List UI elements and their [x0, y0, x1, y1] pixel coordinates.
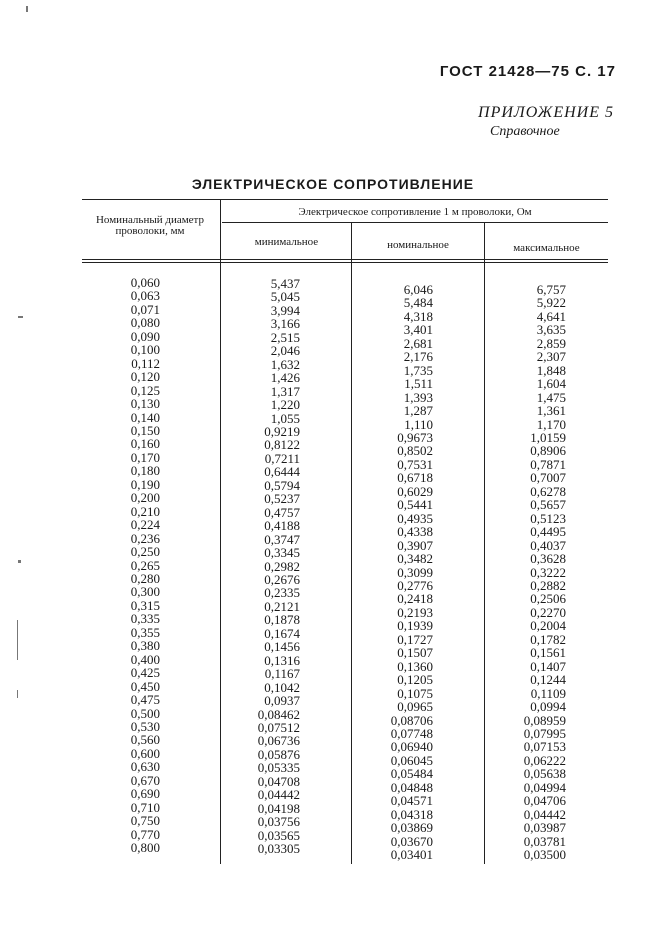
table-cell: 0,2193	[397, 604, 433, 620]
table-cell: 2,046	[270, 343, 300, 359]
table-cell: 0,1674	[264, 625, 300, 641]
table-cell: 0,071	[130, 301, 160, 317]
table-cell: 0,4495	[530, 524, 566, 540]
table-cell: 0,112	[131, 355, 160, 371]
table-cell: 6,757	[536, 282, 566, 297]
table-cell: 0,05876	[257, 746, 300, 762]
table-cell: 0,7007	[530, 470, 566, 486]
table-cell: 0,120	[130, 369, 160, 385]
table-cell: 0,2004	[530, 618, 566, 634]
scan-mark	[26, 6, 28, 12]
table-cell: 5,484	[403, 295, 433, 311]
table-cell: 0,9673	[397, 429, 433, 445]
table-cell: 0,7211	[264, 450, 300, 466]
table-cell: 0,6029	[397, 483, 433, 499]
table-cell: 0,03756	[257, 814, 300, 830]
table-cell: 0,06736	[257, 733, 300, 749]
table-cell: 1,511	[404, 376, 433, 392]
table-cell: 0,4935	[397, 510, 433, 526]
table-cell: 4,318	[403, 308, 433, 324]
column-minimal	[250, 277, 300, 855]
table-cell: 2,859	[536, 335, 566, 351]
table-cell: 0,1456	[264, 639, 300, 655]
table-cell: 0,1782	[530, 631, 566, 647]
table-cell: 0,1205	[397, 672, 433, 688]
table-cell: 0,560	[130, 732, 160, 748]
table-cell: 5,045	[270, 289, 300, 305]
table-cell: 0,8122	[264, 437, 300, 453]
table-cell: 0,3907	[397, 537, 433, 553]
table-cell: 0,475	[130, 692, 160, 708]
table-cell: 0,04994	[523, 779, 566, 795]
table-cell: 0,3345	[264, 545, 300, 561]
table-cell: 0,4188	[264, 518, 300, 534]
table-cell: 0,630	[130, 759, 160, 775]
table-cell: 0,06222	[523, 752, 566, 768]
table-cell: 0,07748	[390, 725, 433, 741]
table-cell: 0,03670	[390, 833, 433, 849]
table-cell: 0,6444	[264, 464, 300, 480]
table-cell: 0,2335	[264, 585, 300, 601]
table-cell: 0,6278	[530, 483, 566, 499]
table-cell: 0,0994	[530, 699, 566, 715]
column-divider	[351, 222, 352, 864]
column-maximal	[516, 283, 566, 861]
table-cell: 3,994	[270, 302, 300, 318]
table-cell: 1,426	[270, 370, 300, 386]
table-cell: 0,03565	[257, 827, 300, 843]
table-cell: 0,1316	[264, 652, 300, 668]
table-cell: 0,03401	[390, 847, 433, 863]
table-cell: 0,1727	[397, 631, 433, 647]
header-nominal: номинальное	[387, 239, 449, 251]
table-cell: 0,2776	[397, 577, 433, 593]
table-cell: 5,437	[270, 276, 300, 291]
table-cell: 6,046	[403, 282, 433, 297]
scan-mark	[17, 620, 18, 660]
header-diameter: Номинальный диаметр проволоки, мм	[95, 214, 205, 237]
table-cell: 0,03987	[523, 820, 566, 836]
table-cell: 0,04571	[390, 793, 433, 809]
table-cell: 0,140	[130, 409, 160, 425]
table-cell: 0,180	[130, 463, 160, 479]
table-cell: 2,681	[403, 335, 433, 351]
table-cell: 0,08706	[390, 712, 433, 728]
table-cell: 0,1407	[530, 658, 566, 674]
table-cell: 0,190	[130, 476, 160, 492]
table-cell: 0,04442	[257, 787, 300, 803]
table-top-rule	[82, 199, 608, 200]
table-cell: 0,04442	[523, 806, 566, 822]
table-cell: 0,2121	[264, 598, 300, 614]
table-cell: 0,060	[130, 275, 160, 290]
column-nominal	[383, 283, 433, 861]
table-cell: 4,641	[536, 308, 566, 324]
column-divider	[484, 222, 485, 864]
table-cell: 0,710	[130, 799, 160, 815]
table-cell: 0,07153	[523, 739, 566, 755]
table-cell: 3,635	[536, 322, 566, 338]
header-resistance-group: Электрическое сопротивление 1 м проволоки, Ом	[298, 206, 532, 218]
table-cell: 0,125	[130, 382, 160, 398]
table-cell: 0,5123	[530, 510, 566, 526]
table-cell: 0,1109	[530, 685, 566, 701]
table-cell: 0,07512	[257, 719, 300, 735]
table-cell: 1,0159	[530, 429, 566, 445]
table-cell: 0,210	[130, 503, 160, 519]
table-cell: 0,1939	[397, 618, 433, 634]
table-cell: 2,515	[270, 329, 300, 345]
table-cell: 0,03305	[257, 841, 300, 857]
table-cell: 0,2506	[530, 591, 566, 607]
table-cell: 0,690	[130, 786, 160, 802]
table-cell: 0,9219	[264, 423, 300, 439]
table-cell: 1,848	[536, 362, 566, 378]
table-cell: 0,250	[130, 544, 160, 560]
scan-mark	[18, 316, 23, 318]
table-cell: 0,130	[130, 396, 160, 412]
table-cell: 0,04198	[257, 800, 300, 816]
table-cell: 0,1507	[397, 645, 433, 661]
table-cell: 0,6718	[397, 470, 433, 486]
table-cell: 0,200	[130, 490, 160, 506]
table-cell: 0,300	[130, 584, 160, 600]
table-cell: 0,03869	[390, 820, 433, 836]
table-cell: 2,176	[403, 349, 433, 365]
table-cell: 0,1561	[530, 645, 566, 661]
table-cell: 0,770	[130, 826, 160, 842]
table-cell: 0,2676	[264, 571, 300, 587]
table-cell: 3,401	[403, 322, 433, 338]
table-cell: 0,04708	[257, 773, 300, 789]
table-cell: 5,922	[536, 295, 566, 311]
table-cell: 0,335	[130, 611, 160, 627]
header-minimal: минимальное	[254, 236, 319, 248]
table-cell: 0,500	[130, 705, 160, 721]
table-cell: 0,1075	[397, 685, 433, 701]
table-cell: 1,361	[536, 403, 566, 419]
table-cell: 0,150	[130, 422, 160, 438]
table-cell: 0,224	[130, 517, 160, 533]
table-cell: 0,0965	[397, 699, 433, 715]
table-cell: 0,2270	[530, 604, 566, 620]
table-cell: 0,4757	[264, 504, 300, 520]
column-divider	[220, 199, 221, 864]
header-maximal: максимальное	[513, 242, 580, 254]
table-header-rule-double	[82, 262, 608, 263]
table-cell: 0,160	[130, 436, 160, 452]
table-cell: 0,04848	[390, 779, 433, 795]
table-cell: 0,600	[130, 745, 160, 761]
table-cell: 1,475	[536, 389, 566, 405]
table-cell: 0,1360	[397, 658, 433, 674]
table-cell: 0,06045	[390, 752, 433, 768]
table-cell: 0,7531	[397, 456, 433, 472]
table-cell: 0,1244	[530, 672, 566, 688]
table-cell: 0,3222	[530, 564, 566, 580]
table-cell: 0,1167	[264, 666, 300, 682]
table-cell: 0,2982	[264, 558, 300, 574]
table-cell: 0,3099	[397, 564, 433, 580]
table-cell: 0,4338	[397, 524, 433, 540]
table-cell: 0,2418	[397, 591, 433, 607]
table-cell: 0,3482	[397, 551, 433, 567]
table-cell: 0,04706	[523, 793, 566, 809]
table-cell: 0,400	[130, 651, 160, 667]
table-cell: 1,055	[270, 410, 300, 426]
table-cell: 0,063	[130, 288, 160, 304]
table-cell: 0,06940	[390, 739, 433, 755]
table-cell: 0,530	[130, 718, 160, 734]
table-group-rule	[222, 222, 608, 223]
table-title: ЭЛЕКТРИЧЕСКОЕ СОПРОТИВЛЕНИЕ	[191, 176, 475, 192]
table-cell: 0,265	[130, 557, 160, 573]
table-cell: 0,05484	[390, 766, 433, 782]
table-cell: 0,08959	[523, 712, 566, 728]
table-cell: 0,8906	[530, 443, 566, 459]
table-cell: 0,315	[130, 597, 160, 613]
table-cell: 1,735	[403, 362, 433, 378]
table-cell: 0,08462	[257, 706, 300, 722]
appendix-title: ПРИЛОЖЕНИЕ 5	[478, 104, 614, 121]
table-cell: 0,7871	[530, 456, 566, 472]
table-cell: 0,03500	[523, 847, 566, 863]
table-cell: 1,632	[270, 356, 300, 372]
table-cell: 1,604	[536, 376, 566, 392]
table-cell: 1,393	[403, 389, 433, 405]
table-cell: 0,05638	[523, 766, 566, 782]
table-cell: 0,280	[130, 570, 160, 586]
table-cell: 0,800	[130, 840, 160, 856]
appendix-reference: Справочное	[490, 124, 560, 139]
table-cell: 0,05335	[257, 760, 300, 776]
table-cell: 0,3628	[530, 551, 566, 567]
table-cell: 0,450	[130, 678, 160, 694]
table-cell: 0,3747	[264, 531, 300, 547]
table-cell: 3,166	[270, 316, 300, 332]
table-cell: 0,0937	[264, 693, 300, 709]
table-cell: 0,355	[130, 624, 160, 640]
table-cell: 0,4037	[530, 537, 566, 553]
table-cell: 0,670	[130, 772, 160, 788]
table-cell: 0,04318	[390, 806, 433, 822]
table-cell: 0,8502	[397, 443, 433, 459]
table-cell: 0,236	[130, 530, 160, 546]
table-cell: 0,425	[130, 665, 160, 681]
table-cell: 1,287	[403, 403, 433, 419]
table-cell: 0,5237	[264, 491, 300, 507]
table-cell: 0,080	[130, 315, 160, 331]
table-cell: 0,2882	[530, 577, 566, 593]
table-cell: 1,220	[270, 397, 300, 413]
table-cell: 0,170	[130, 449, 160, 465]
table-cell: 0,750	[130, 813, 160, 829]
page-header: ГОСТ 21428—75 С. 17	[439, 63, 616, 80]
column-diameter	[110, 276, 160, 854]
table-cell: 0,5657	[530, 497, 566, 513]
table-cell: 0,07995	[523, 725, 566, 741]
table-header-rule	[82, 259, 608, 260]
table-cell: 0,380	[130, 638, 160, 654]
table-cell: 2,307	[536, 349, 566, 365]
table-cell: 1,170	[536, 416, 566, 432]
table-cell: 0,1878	[264, 612, 300, 628]
table-cell: 0,1042	[264, 679, 300, 695]
table-cell: 0,100	[130, 342, 160, 358]
table-cell: 0,5441	[397, 497, 433, 513]
table-cell: 0,03781	[523, 833, 566, 849]
scan-mark	[17, 690, 18, 698]
scan-mark	[18, 560, 21, 563]
table-cell: 1,110	[404, 416, 433, 432]
table-cell: 1,317	[270, 383, 300, 399]
table-cell: 0,5794	[264, 477, 300, 493]
table-cell: 0,090	[130, 328, 160, 344]
